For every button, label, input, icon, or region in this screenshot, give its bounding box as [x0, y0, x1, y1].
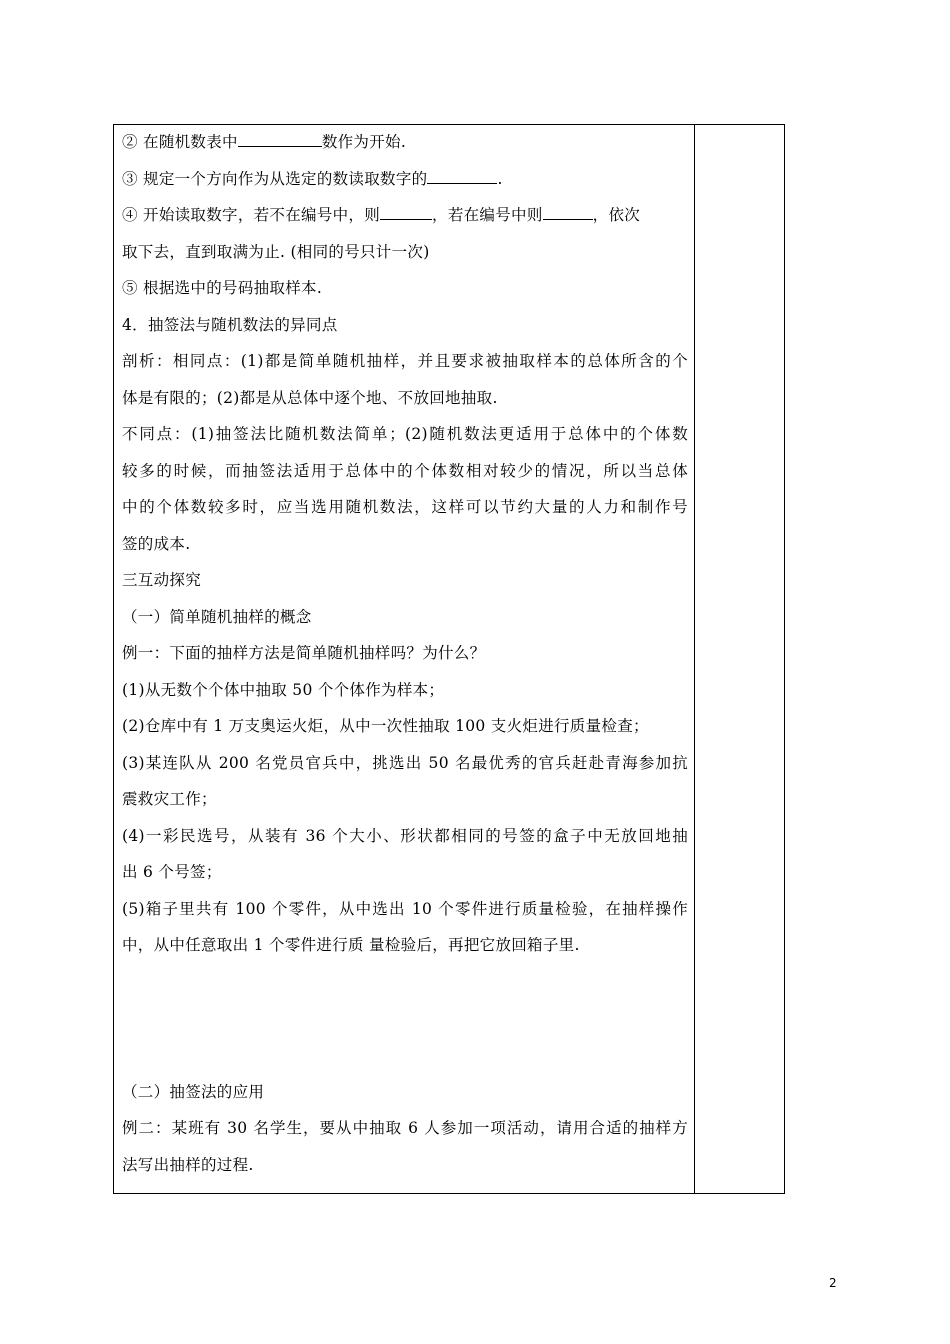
subsection-heading: （一）简单随机抽样的概念 — [122, 607, 312, 626]
fill-blank — [238, 128, 322, 147]
section-heading: 三互动探究 — [122, 571, 202, 589]
list-item: (4)一彩民选号，从装有 36 个大小、形状都相同的号签的盒子中无放回地抽 — [122, 826, 688, 845]
example-question: 例一：下面的抽样方法是简单随机抽样吗？为什么？ — [122, 644, 486, 662]
table-column-divider — [694, 124, 695, 1194]
fill-blank — [427, 165, 497, 184]
list-item: (5)箱子里共有 100 个零件，从中选出 10 个零件进行质量检验，在抽样操作 — [122, 899, 688, 918]
text-line: 签的成本. — [122, 534, 191, 553]
text-line: ⑤ 根据选中的号码抽取样本. — [122, 279, 323, 297]
list-item: (1)从无数个个体中抽取 50 个个体作为样本； — [122, 680, 445, 699]
text-line: 较多的时候，而抽签法适用于总体中的个体数相对较少的情况，所以当总体 — [122, 461, 688, 480]
list-item: (3)某连队从 200 名党员官兵中，挑选出 50 名最优秀的官兵赶赴青海参加抗 — [122, 753, 688, 772]
text-line: 法写出抽样的过程. — [122, 1155, 254, 1174]
text-line: 剖析：相同点：(1)都是简单随机抽样，并且要求被抽取样本的总体所含的个 — [122, 352, 688, 370]
fill-blank — [380, 201, 432, 220]
text-line: 中的个体数较多时，应当选用随机数法，这样可以节约大量的人力和制作号 — [122, 498, 688, 516]
text-line: ② 在随机数表中 数作为开始. — [122, 124, 688, 161]
blank-space — [122, 964, 688, 1074]
section-heading: 4．抽签法与随机数法的异同点 — [122, 315, 338, 334]
subsection-heading: （二）抽签法的应用 — [122, 1082, 265, 1101]
text-line: 体是有限的；(2)都是从总体中逐个地、不放回地抽取. — [122, 388, 498, 407]
example-question: 例二：某班有 30 名学生，要从中抽取 6 人参加一项活动，请用合适的抽样方 — [122, 1119, 688, 1137]
main-content — [122, 124, 688, 1183]
text-line: ③ 规定一个方向作为从选定的数读取数字的 . — [122, 161, 688, 198]
list-item: 中，从中任意取出 1 个零件进行质 量检验后，再把它放回箱子里. — [122, 936, 580, 954]
fill-blank — [543, 201, 593, 220]
list-item: (2)仓库中有 1 万支奥运火炬，从中一次性抽取 100 支火炬进行质量检查； — [122, 717, 649, 735]
list-item: 震救灾工作； — [122, 790, 217, 808]
text-line: 不同点：(1)抽签法比随机数法简单；(2)随机数法更适用于总体中的个体数 — [122, 425, 688, 443]
text-line: ④ 开始读取数字，若不在编号中，则 ，若在编号中则 ，依次 — [122, 197, 688, 234]
text-line: 取下去，直到取满为止. (相同的号只计一次) — [122, 242, 430, 261]
list-item: 出 6 个号签； — [122, 863, 222, 881]
page-number: 2 — [829, 1276, 837, 1290]
